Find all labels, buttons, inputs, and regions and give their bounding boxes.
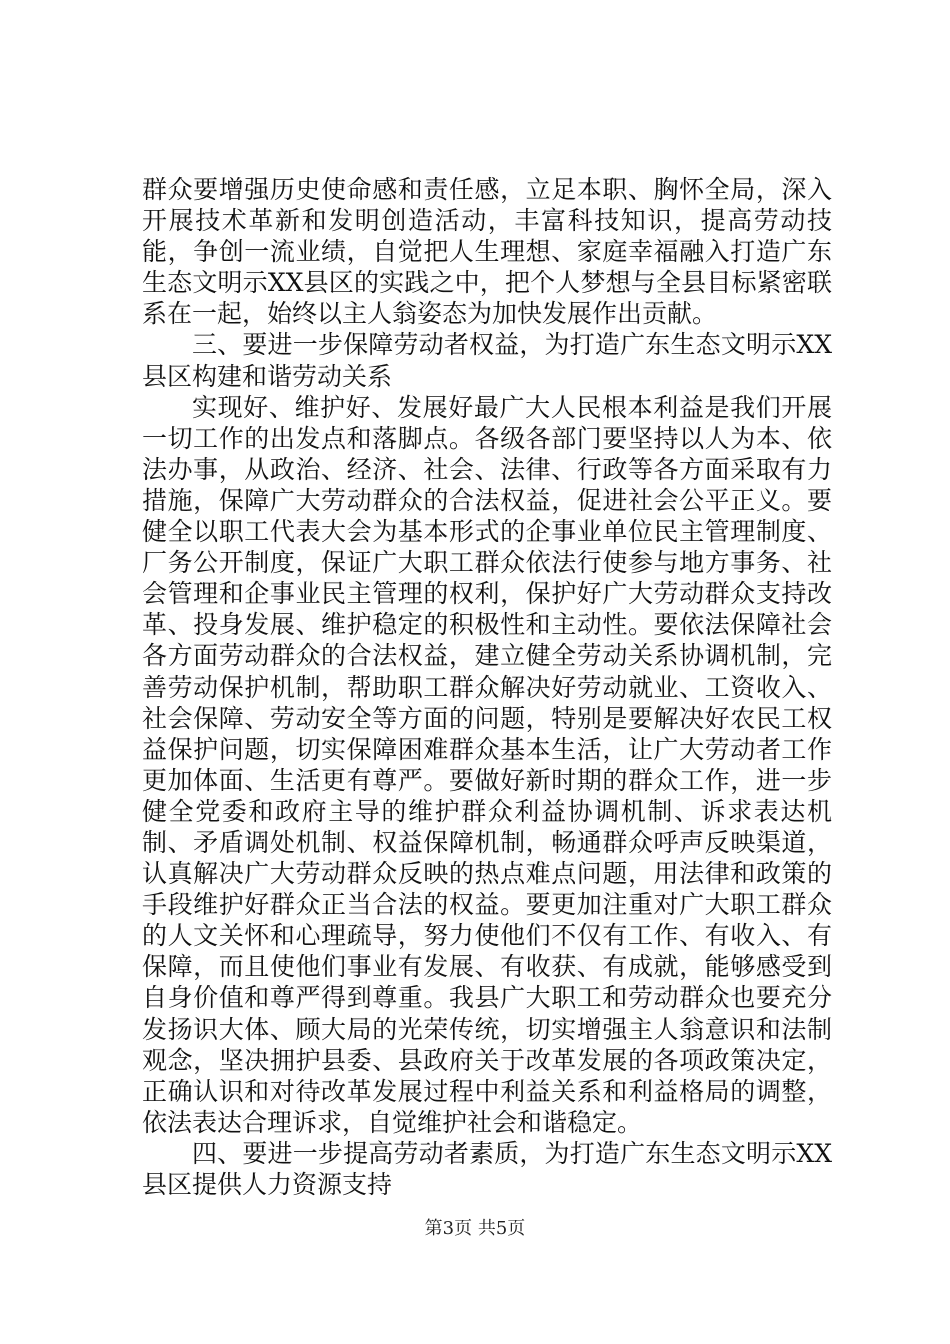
paragraph-continuation: 群众要增强历史使命感和责任感，立足本职、胸怀全局，深入开展技术革新和发明创造活动，丰富科技知识，提高劳动技能，争创一流业绩，自觉把人生理想、家庭幸福融入打造广东生态文明示XX县区的实践之中，把个人梦想与全县目标紧密联系在一起，始终以主人翁姿态为加快发展作出贡献。 [142, 175, 832, 329]
section-heading-three: 三、要进一步保障劳动者权益，为打造广东生态文明示XX县区构建和谐劳动关系 [142, 330, 832, 391]
section-heading-four: 四、要进一步提高劳动者素质，为打造广东生态文明示XX县区提供人力资源支持 [142, 1138, 832, 1199]
document-body [142, 174, 832, 1200]
page-number-footer: 第3页 共5页 [424, 1218, 526, 1239]
paragraph-body: 实现好、维护好、发展好最广大人民根本利益是我们开展一切工作的出发点和落脚点。各级各部门要坚持以人为本、依法办事，从政治、经济、社会、法律、行政等各方面采取有力措施，保障广大劳动群众的合法权益，促进社会公平正义。要健全以职工代表大会为基本形式的企事业单位民主管理制度、厂务公开制度，保证广大职工群众依法行使参与地方事务、社会管理和企事业民主管理的权利，保护好广大劳动群众支持改革、投身发展、维护稳定的积极性和主动性。要依法保障社会各方面劳动群众的合法权益，建立健全劳动关系协调机制，完善劳动保护机制，帮助职工群众解决好劳动就业、工资收入、社会保障、劳动安全等方面的问题，特别是要解决好农民工权益保护问题，切实保障困难群众基本生活，让广大劳动者工作更加体面、生活更有尊严。要做好新时期的群众工作，进一步健全党委和政府主导的维护群众利益协调机制、诉求表达机制、矛盾调处机制、权益保障机制，畅通群众呼声反映渠道，认真解决广大劳动群众反映的热点难点问题，用法律和政策的手段维护好群众正当合法的权益。要更加注重对广大职工群众的人文关怀和心理疏导，努力使他们不仅有工作、有收入、有保障，而且使他们事业有发展、有收获、有成就，能够感受到自身价值和尊严得到尊重。我县广大职工和劳动群众也要充分发扬识大体、顾大局的光荣传统，切实增强主人翁意识和法制观念，坚决拥护县委、县政府关于改革发展的各项政策决定，正确认识和对待改革发展过程中利益关系和利益格局的调整，依法表达合理诉求，自觉维护社会和谐稳定。 [142, 392, 832, 1137]
